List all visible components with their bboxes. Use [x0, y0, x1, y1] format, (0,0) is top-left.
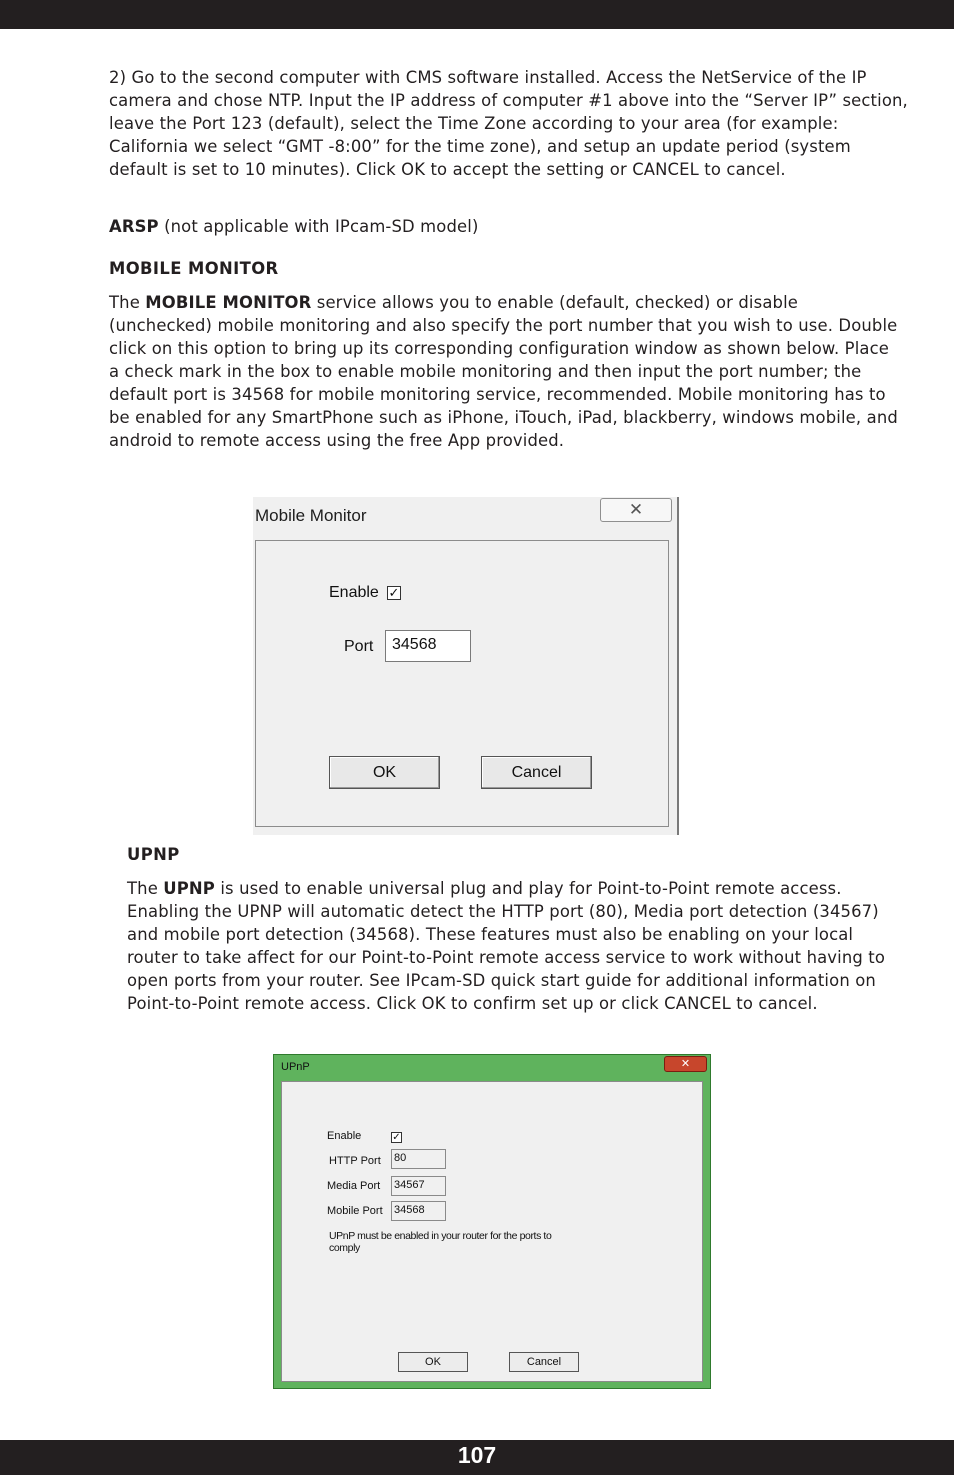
- mobile-body-text: service allows you to enable (default, checked) or disable (unchecked) mobile monitoring and also specify the port number that you wish to use. Double click on this option to bring up its corresponding configuration window as shown below. Place a check mark in the box to enable mobile monitoring and then input the port number; the default port is 34568 for mobile monitoring service, recommended. Mobile monitoring has to be enabled for any SmartPhone such as iPhone, iTouch, iPad, blackberry, windows mobile, and android to remote access using the free App provided.: [109, 293, 898, 450]
- mobile-intro-text: The: [109, 293, 146, 312]
- mobile-monitor-heading: MOBILE MONITOR: [109, 259, 279, 278]
- media-port-label: Media Port: [327, 1180, 381, 1192]
- upnp-intro-text: The: [127, 879, 164, 898]
- http-port-input[interactable]: 80: [391, 1149, 446, 1169]
- mobile-monitor-dialog: [253, 497, 679, 835]
- arsp-note: (not applicable with IPcam-SD model): [158, 217, 479, 236]
- upnp-panel: [281, 1081, 703, 1382]
- upnp-cancel-button[interactable]: Cancel: [509, 1352, 579, 1372]
- upnp-body-text: is used to enable universal plug and play for Point-to-Point remote access. Enabling the UPNP will automatic detect the HTTP port (80), Media port detection (34567) and mobile port detection (34568). These features must also be enabling on your local router to take affect for our Point-to-Point remote access service to work without having to open ports from your router. See IPcam-SD quick start guide for additional information on Point-to-Point remote access. Click OK to confirm set up or click CANCEL to cancel.: [127, 879, 886, 1013]
- upnp-router-note: UPnP must be enabled in your router for the ports to comply: [329, 1230, 552, 1254]
- ok-button[interactable]: OK: [329, 756, 440, 789]
- mobile-monitor-panel: [255, 540, 669, 827]
- upnp-ok-button[interactable]: OK: [398, 1352, 468, 1372]
- port-input[interactable]: 34568: [385, 630, 471, 662]
- upnp-dialog: [273, 1054, 711, 1389]
- upnp-dialog-title: UPnP: [281, 1061, 310, 1073]
- close-icon[interactable]: ✕: [600, 498, 672, 522]
- upnp-heading: UPNP: [127, 845, 180, 864]
- port-label: Port: [344, 638, 374, 655]
- arsp-line: [109, 215, 909, 238]
- http-port-label: HTTP Port: [329, 1155, 381, 1167]
- page-number: 107: [457, 1442, 497, 1468]
- enable-checkbox[interactable]: ✓: [388, 586, 400, 601]
- enable-label: Enable: [329, 584, 379, 601]
- arsp-label: ARSP: [109, 217, 159, 236]
- upnp-enable-checkbox[interactable]: ✓: [392, 1132, 401, 1143]
- top-bar: [0, 0, 954, 29]
- upnp-paragraph: [127, 877, 907, 1015]
- mobile-monitor-dialog-title: Mobile Monitor: [255, 506, 367, 525]
- mobile-port-input[interactable]: 34568: [391, 1201, 446, 1221]
- cancel-button[interactable]: Cancel: [481, 756, 592, 789]
- mobile-port-label: Mobile Port: [327, 1205, 383, 1217]
- media-port-input[interactable]: 34567: [391, 1176, 446, 1196]
- mobile-bold-text: MOBILE MONITOR: [145, 293, 312, 312]
- upnp-enable-label: Enable: [327, 1130, 362, 1142]
- close-icon[interactable]: ✕: [664, 1056, 707, 1072]
- mobile-monitor-paragraph: [109, 291, 899, 452]
- ntp-step-paragraph: 2) Go to the second computer with CMS software installed. Access the NetService of the IP camera and chose NTP. Input the IP address of computer #1 above into the “Server IP” section, leave the Port 123 (default), select the Time Zone according to your area (for example: California we select “GMT -8:00” for the time zone), and setup an update period (system default is set to 10 minutes). Click OK to accept the setting or CANCEL to cancel.: [109, 68, 908, 179]
- upnp-bold-text: UPNP: [163, 879, 215, 898]
